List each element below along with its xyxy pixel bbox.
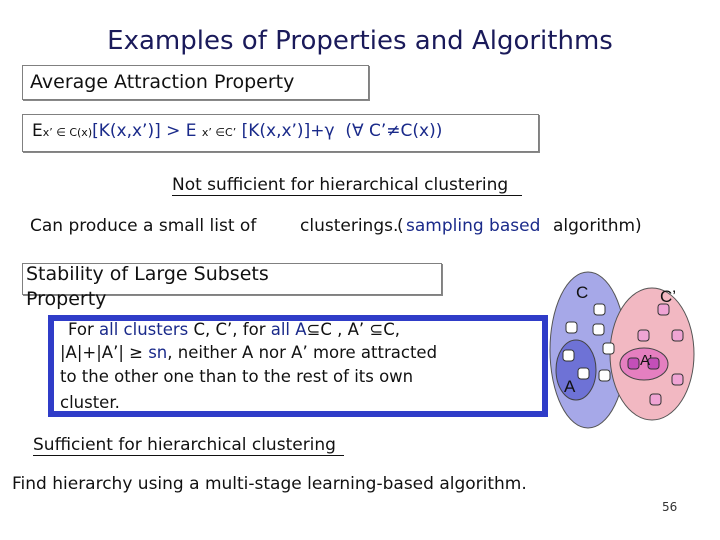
avg-attraction-formula xyxy=(32,121,442,141)
point xyxy=(672,330,683,341)
l1b: all clusters xyxy=(99,320,189,339)
point xyxy=(563,350,574,361)
point xyxy=(566,322,577,333)
point xyxy=(593,324,604,335)
stability-line4: cluster. xyxy=(60,393,120,412)
stability-line3: to the other one than to the rest of its own xyxy=(60,367,414,386)
slide-number: 56 xyxy=(662,500,678,514)
point xyxy=(578,368,589,379)
l2a: |A|+|A’| ≥ xyxy=(60,343,149,362)
point xyxy=(628,358,639,369)
stability-heading-line2: Property xyxy=(26,288,107,310)
l1d: all A xyxy=(270,320,307,339)
open-paren: ( xyxy=(397,216,404,236)
label-aprime: A’ xyxy=(640,352,653,369)
l1a: For xyxy=(68,320,100,339)
label-a: A xyxy=(564,377,576,396)
cluster-diagram xyxy=(540,270,720,440)
l2b: sn xyxy=(148,343,168,362)
l2c: , neither A nor A’ more attracted xyxy=(167,343,438,362)
find-hierarchy-text: Find hierarchy using a multi-stage learning-based algorithm. xyxy=(12,474,527,494)
point xyxy=(638,330,649,341)
l1e: ⊆C , A’ ⊆C, xyxy=(306,320,400,339)
sufficient-heading: Sufficient for hierarchical clustering xyxy=(33,435,344,456)
stability-heading-line1: Stability of Large Subsets xyxy=(26,263,269,285)
not-sufficient-heading: Not sufficient for hierarchical clustering xyxy=(172,175,522,196)
formula-k1: [K(x,x’)] > E xyxy=(92,121,197,141)
clusterings-text: clusterings. xyxy=(300,216,399,236)
point xyxy=(594,304,605,315)
point xyxy=(599,370,610,381)
formula-sub2: x’ ∈C’ xyxy=(201,126,237,139)
formula-e1: E xyxy=(32,121,43,141)
point xyxy=(603,343,614,354)
sampling-based-text: sampling based xyxy=(406,216,541,236)
formula-tail: (∀ C’≠C(x)) xyxy=(345,121,443,141)
can-produce-text: Can produce a small list of xyxy=(30,216,257,236)
point xyxy=(672,374,683,385)
l1c: C, C’, for xyxy=(188,320,271,339)
formula-k2: [K(x,x’)]+γ xyxy=(241,121,335,141)
label-c: C xyxy=(576,283,589,302)
formula-sub1: x’ ∈ C(x) xyxy=(42,126,93,139)
label-cprime: C’ xyxy=(660,287,677,306)
avg-attraction-heading: Average Attraction Property xyxy=(30,71,295,93)
point xyxy=(650,394,661,405)
stability-line2 xyxy=(60,343,437,362)
stability-line1 xyxy=(68,320,400,339)
subset-a-ellipse xyxy=(556,340,596,400)
algorithm-text: algorithm) xyxy=(553,216,642,236)
slide-title: Examples of Properties and Algorithms xyxy=(107,26,613,56)
